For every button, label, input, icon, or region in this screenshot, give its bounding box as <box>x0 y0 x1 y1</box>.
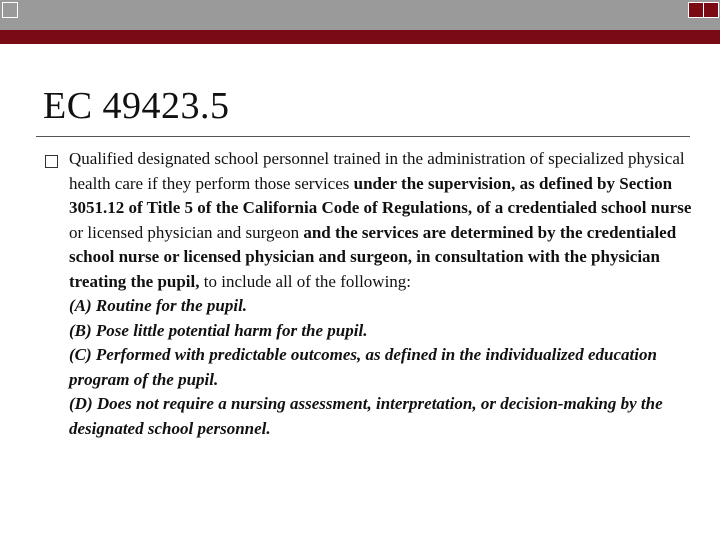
list-item-b: (B) Pose little potential harm for the pupil. <box>69 320 368 340</box>
paragraph-text-1: Qualified designated school personnel trained in the administration of specialized physical health care if they perform those services <box>69 149 685 193</box>
slide-title: EC 49423.5 <box>43 85 230 127</box>
header-square-left <box>2 2 18 18</box>
slide-header-bar <box>0 0 720 44</box>
header-square-right-1 <box>688 2 704 18</box>
header-gray-band <box>0 0 720 30</box>
list-item-a: (A) Routine for the pupil. <box>69 296 248 315</box>
title-divider <box>36 136 690 137</box>
paragraph-text-3: to include all of the following: <box>199 271 412 291</box>
paragraph-bold-2: and the services are determined by the credentialed school nurse or licensed physician and surgeon, in consultation with the physician treating the pupil, <box>69 222 677 291</box>
slide-body <box>69 147 694 441</box>
main-paragraph <box>69 147 694 294</box>
list-item-d: (D) Does not require a nursing assessment, interpretation, or decision-making by the designated school personnel. <box>69 394 663 438</box>
paragraph-bold-1: under the supervision, as defined by Section 3051.12 of Title 5 of the California Code of Regulations, of a credentialed school nurse <box>69 173 692 217</box>
list-item-c: (C) Performed with predictable outcomes, as defined in the individualized education program of the pupil. <box>69 345 657 389</box>
header-red-band <box>0 30 720 44</box>
header-square-right-2 <box>703 2 719 18</box>
paragraph-text-2: or licensed physician and surgeon <box>69 222 304 242</box>
bullet-square-icon <box>45 155 58 168</box>
